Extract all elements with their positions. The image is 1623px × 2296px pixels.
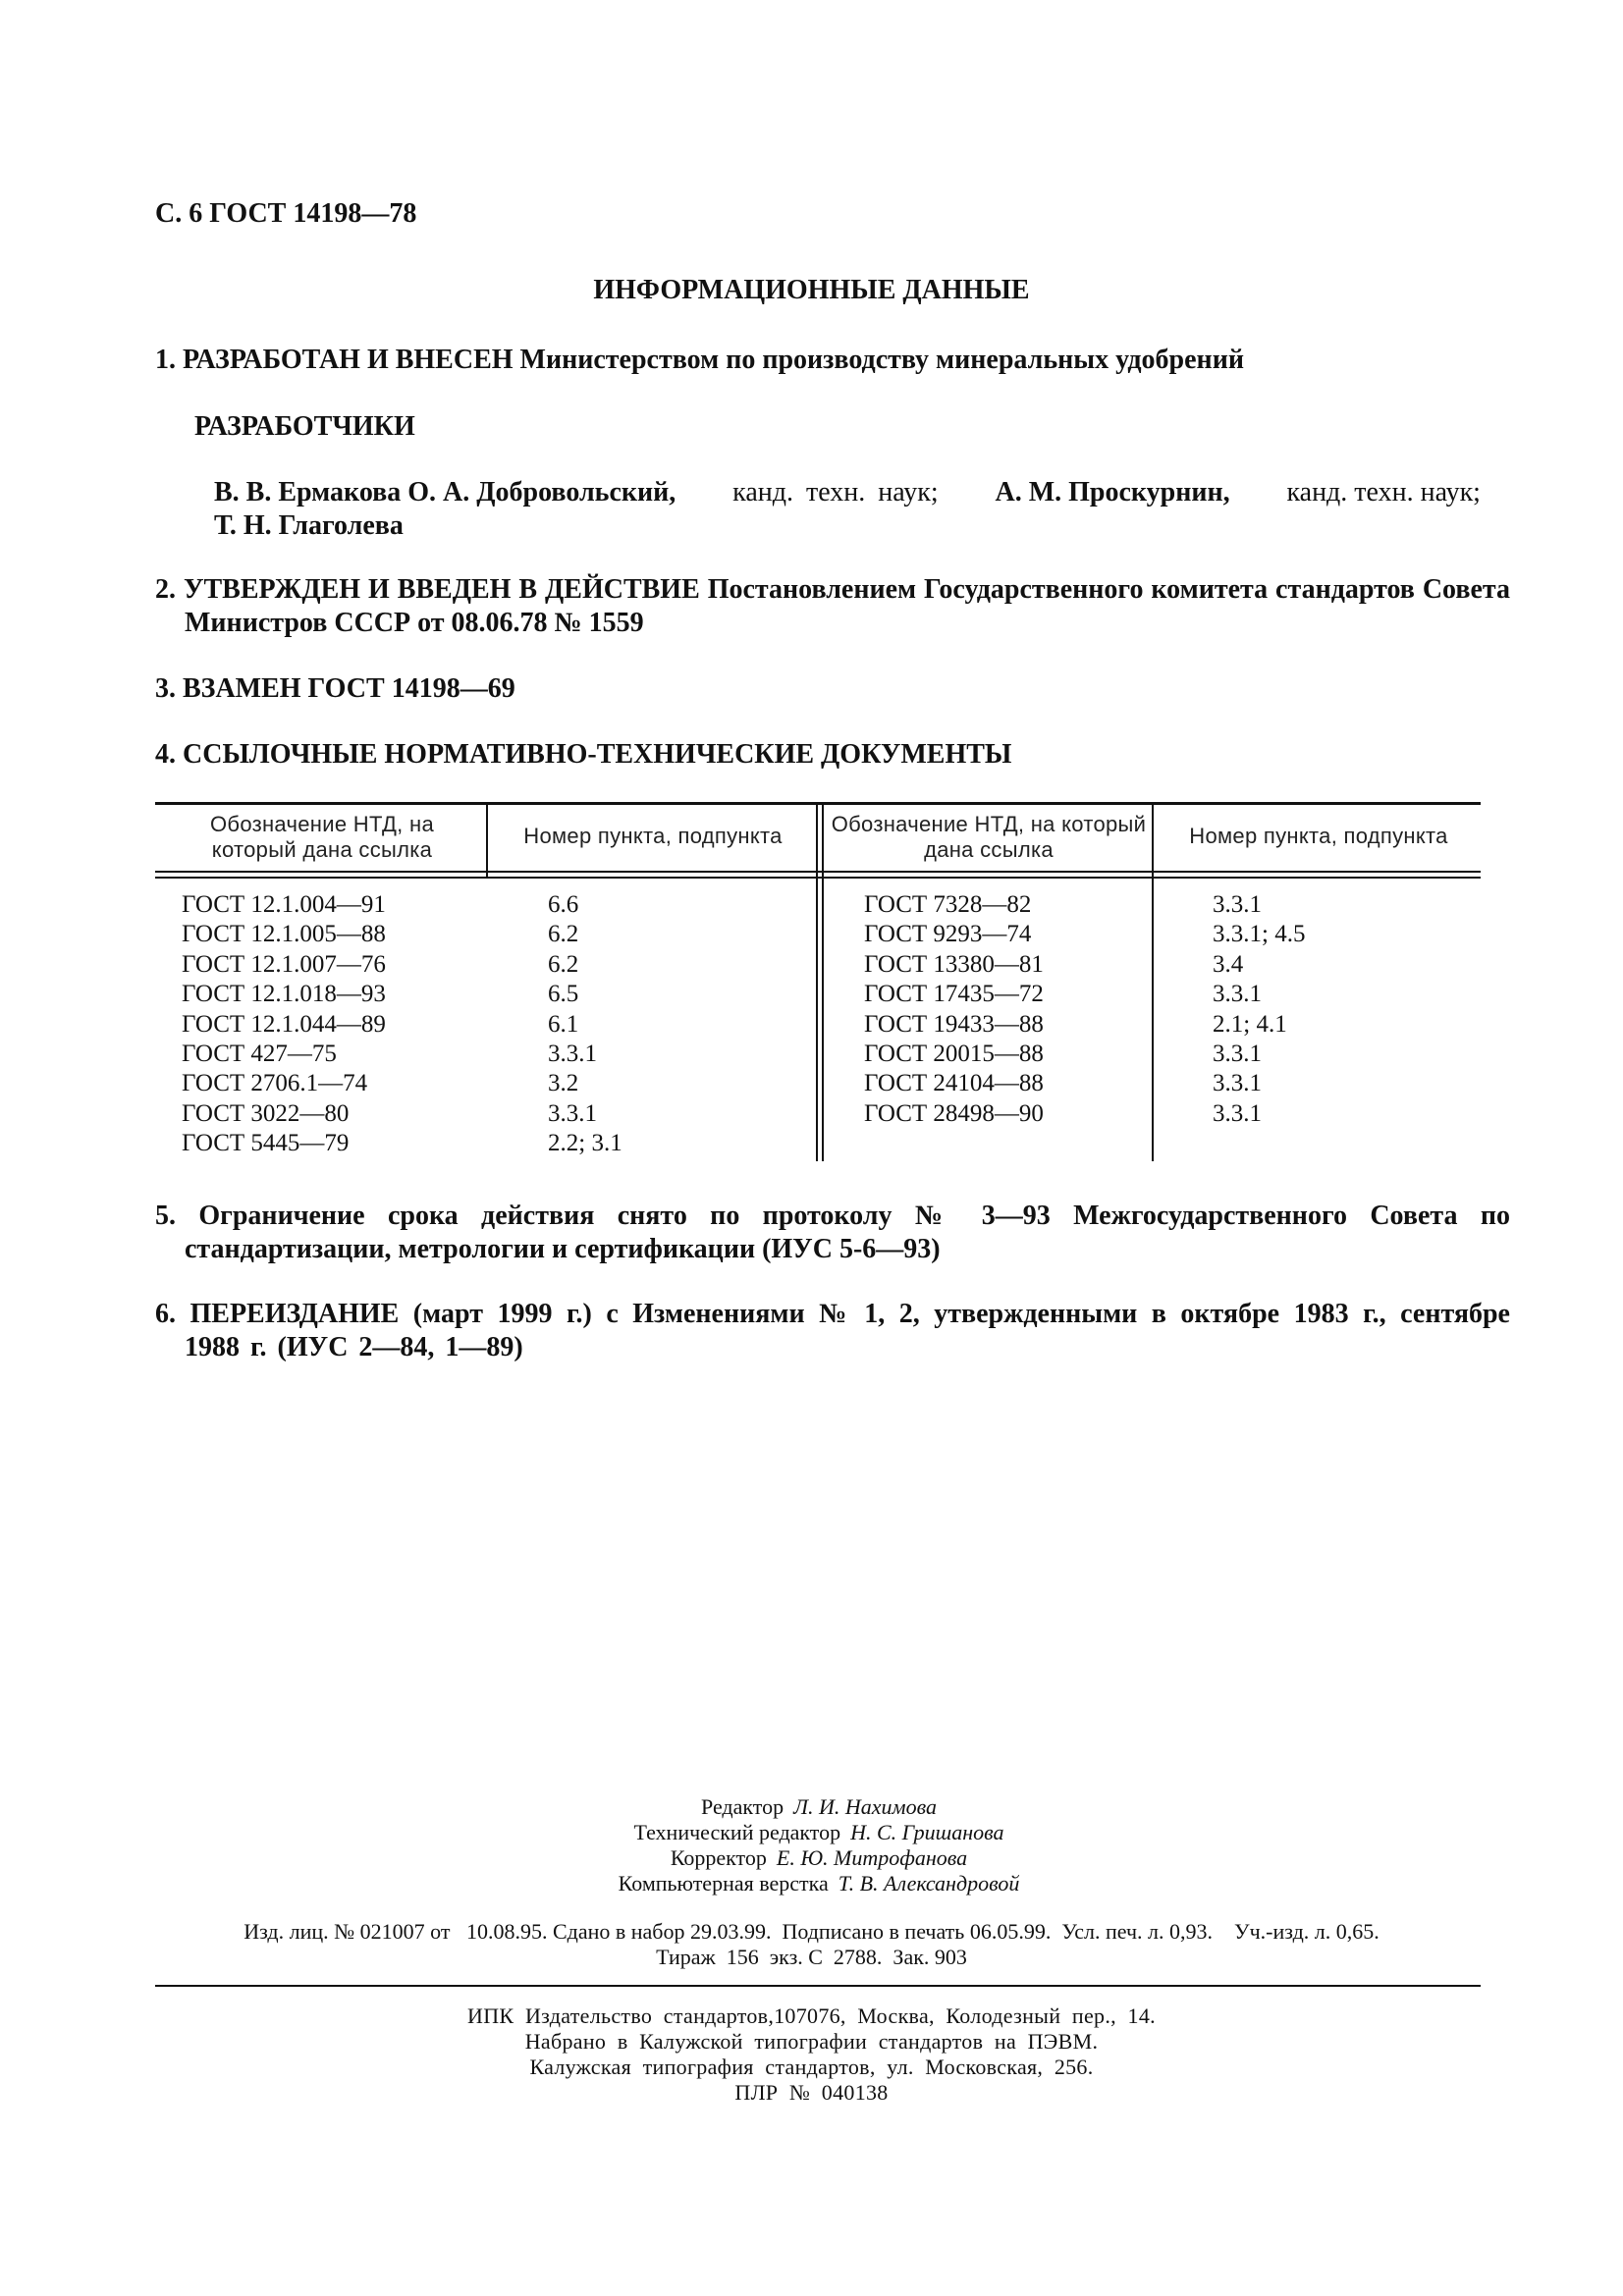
table-cell: ГОСТ 17435—72 <box>864 981 1044 1008</box>
developer-name-3: А. М. Проскурнин, <box>995 477 1230 507</box>
developer-title-2: канд. техн. наук; <box>732 477 939 507</box>
table-cell: ГОСТ 28498—90 <box>864 1099 1044 1127</box>
tech-editor-name: Н. С. Гришанова <box>850 1820 1004 1844</box>
table-cell: ГОСТ 7328—82 <box>864 891 1032 918</box>
table-column-right-items <box>1213 890 1305 1129</box>
table-cell: ГОСТ 19433—88 <box>864 1010 1044 1038</box>
table-cell: ГОСТ 13380—81 <box>864 950 1044 978</box>
section-2-text: Постановлением Государственного комитета стандартов Совета Министров СССР от 08.06.78 № 1559 <box>185 574 1510 638</box>
table-top-rule <box>155 802 1481 805</box>
table-cell: 2.2; 3.1 <box>548 1130 622 1157</box>
table-cell: ГОСТ 5445—79 <box>182 1130 350 1157</box>
layout-role: Компьютерная верстка <box>618 1871 829 1896</box>
reference-documents-table <box>155 802 1481 1161</box>
imprint-line: Изд. лиц. № 021007 от 10.08.95. Сдано в набор 29.03.99. Подписано в печать 06.05.99. Усл. печ. л. 0,93. Уч.-изд. л. 0,65. <box>243 1919 1380 1944</box>
table-divider <box>486 802 488 879</box>
table-column-right-docs <box>864 890 1044 1129</box>
table-cell: ГОСТ 12.1.018—93 <box>182 981 386 1008</box>
section-1 <box>155 344 1510 377</box>
section-4: 4. ССЫЛОЧНЫЕ НОРМАТИВНО-ТЕХНИЧЕСКИЕ ДОКУМЕНТЫ <box>155 739 1012 770</box>
imprint-block <box>0 1919 1623 1970</box>
table-column-left-items <box>548 890 622 1159</box>
table-cell: 3.2 <box>548 1070 579 1097</box>
editor-name: Л. И. Нахимова <box>793 1794 937 1819</box>
table-cell: ГОСТ 427—75 <box>182 1040 337 1067</box>
table-cell: 6.6 <box>548 891 579 918</box>
table-cell: 3.4 <box>1213 950 1244 978</box>
table-cell: 3.3.1; 4.5 <box>1213 921 1306 948</box>
table-cell: 3.3.1 <box>1213 1099 1262 1127</box>
table-cell: ГОСТ 2706.1—74 <box>182 1070 368 1097</box>
publisher-line: Калужская типография стандартов, ул. Московская, 256. <box>529 2055 1094 2079</box>
table-header-cell: Обозначение НТД, на который дана ссылка <box>831 812 1147 862</box>
developer-name-4: Т. Н. Глаголева <box>214 510 404 541</box>
editor-role: Редактор <box>701 1794 784 1819</box>
table-cell: 2.1; 4.1 <box>1213 1010 1287 1038</box>
table-cell: ГОСТ 3022—80 <box>182 1099 350 1127</box>
table-cell: ГОСТ 12.1.044—89 <box>182 1010 386 1038</box>
table-cell: ГОСТ 12.1.007—76 <box>182 950 386 978</box>
table-cell: 3.3.1 <box>1213 1040 1262 1067</box>
section-1-text: Министерством по производству минеральных удобрений <box>519 345 1244 375</box>
table-cell: 3.3.1 <box>1213 891 1262 918</box>
tech-editor-role: Технический редактор <box>633 1820 841 1844</box>
page-header: С. 6 ГОСТ 14198—78 <box>155 198 417 229</box>
table-cell: 6.2 <box>548 921 579 948</box>
developer-name-1: В. В. Ермакова <box>214 477 402 507</box>
table-cell: ГОСТ 12.1.005—88 <box>182 921 386 948</box>
table-cell: 6.1 <box>548 1010 579 1038</box>
table-header-cell: Обозначение НТД, на который дана ссылка <box>210 812 434 862</box>
developer-title-3: канд. техн. наук; <box>1286 477 1481 507</box>
section-6: 6. ПЕРЕИЗДАНИЕ (март 1999 г.) с Изменениями № 1, 2, утвержденными в октябре 1983 г., сентябре 1988 г. (ИУС 2—84, 1—89) <box>155 1299 1510 1362</box>
section-2 <box>155 573 1510 640</box>
section-2-lead: 2. УТВЕРЖДЕН И ВВЕДЕН В ДЕЙСТВИЕ <box>155 574 700 605</box>
table-cell: 3.3.1 <box>548 1099 597 1127</box>
publisher-block <box>0 2003 1623 2106</box>
table-cell: 6.5 <box>548 981 579 1008</box>
document-title: ИНФОРМАЦИОННЫЕ ДАННЫЕ <box>593 275 1030 305</box>
table-cell: 6.2 <box>548 950 579 978</box>
credits-block <box>0 1794 1623 1896</box>
table-header-cell: Номер пункта, подпункта <box>1189 824 1448 848</box>
publisher-line: ИПК Издательство стандартов,107076, Москва, Колодезный пер., 14. <box>467 2003 1156 2028</box>
section-5: 5. Ограничение срока действия снято по протоколу № 3—93 Межгосударственного Совета по стандартизации, метрологии и сертификации (ИУС 5-6—93) <box>155 1201 1510 1264</box>
table-cell: 3.3.1 <box>548 1040 597 1067</box>
developers-list <box>214 476 1481 543</box>
table-center-divider-double <box>822 802 824 1161</box>
imprint-line: Тираж 156 экз. С 2788. Зак. 903 <box>656 1945 967 1969</box>
table-cell: ГОСТ 9293—74 <box>864 921 1032 948</box>
layout-name: Т. В. Александровой <box>838 1871 1020 1896</box>
table-cell: 3.3.1 <box>1213 981 1262 1008</box>
table-header-cell: Номер пункта, подпункта <box>523 824 783 848</box>
table-column-left-docs <box>182 890 386 1159</box>
developers-heading: РАЗРАБОТЧИКИ <box>194 411 415 442</box>
table-divider <box>1152 802 1154 1161</box>
table-header-rule-double <box>155 877 1481 879</box>
table-cell: ГОСТ 12.1.004—91 <box>182 891 386 918</box>
table-center-divider <box>816 802 818 1161</box>
proofreader-name: Е. Ю. Митрофанова <box>776 1845 968 1870</box>
section-3: 3. ВЗАМЕН ГОСТ 14198—69 <box>155 673 515 704</box>
footer-divider <box>155 1985 1481 1987</box>
publisher-line: Набрано в Калужской типографии стандартов на ПЭВМ. <box>524 2029 1099 2054</box>
table-header-rule <box>155 871 1481 873</box>
developer-name-2: О. А. Добровольский, <box>407 477 676 507</box>
proofreader-role: Корректор <box>670 1845 767 1870</box>
section-1-lead: 1. РАЗРАБОТАН И ВНЕСЕН <box>155 345 514 375</box>
table-cell: ГОСТ 20015—88 <box>864 1040 1044 1067</box>
publisher-line: ПЛР № 040138 <box>734 2080 889 2105</box>
table-cell: 3.3.1 <box>1213 1070 1262 1097</box>
table-cell: ГОСТ 24104—88 <box>864 1070 1044 1097</box>
